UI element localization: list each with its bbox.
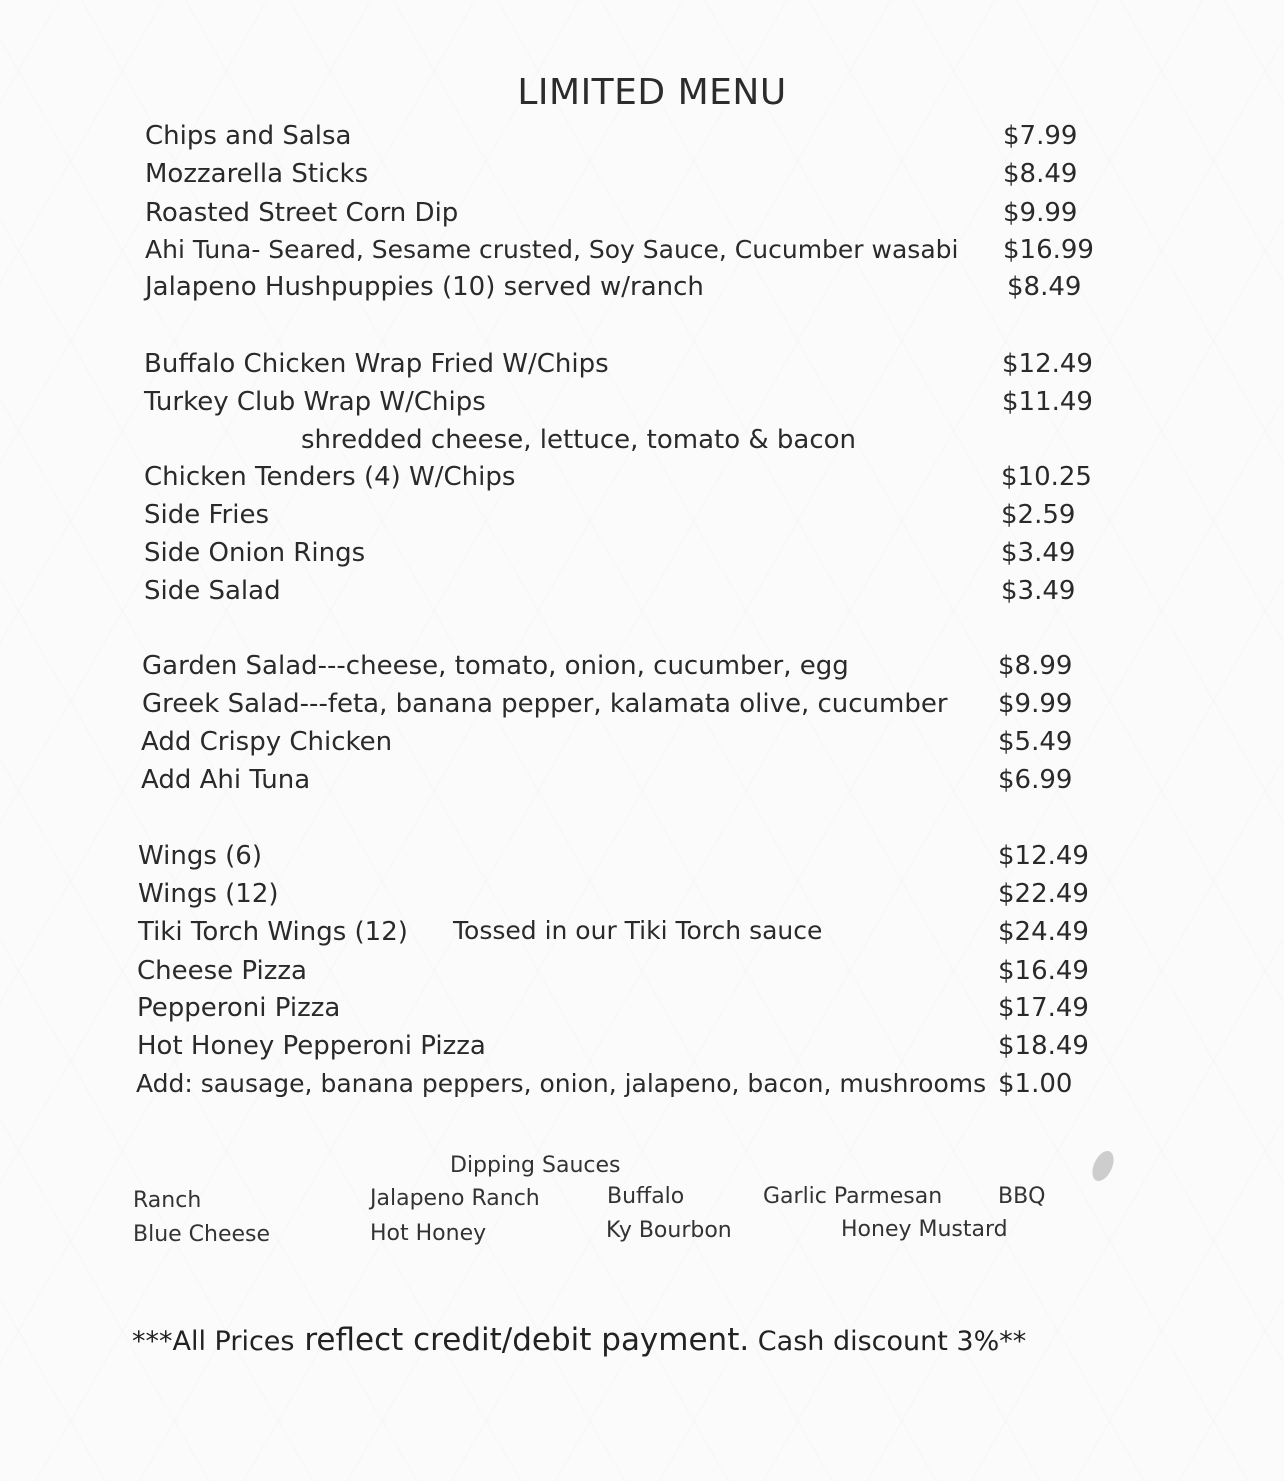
item-name: Greek Salad---feta, banana pepper, kalamata olive, cucumber bbox=[142, 689, 948, 719]
sauce-item: Buffalo bbox=[607, 1184, 685, 1209]
item-price: $9.99 bbox=[998, 689, 1073, 719]
item-price: $6.99 bbox=[998, 765, 1073, 795]
menu-item bbox=[144, 459, 1094, 495]
item-price: $12.49 bbox=[998, 841, 1089, 871]
item-price: $16.49 bbox=[998, 956, 1089, 986]
item-name: Turkey Club Wrap W/Chips bbox=[144, 387, 486, 417]
item-price: $3.49 bbox=[1001, 576, 1076, 606]
payment-note bbox=[132, 1322, 1026, 1358]
menu-item bbox=[145, 232, 1095, 268]
item-name: Roasted Street Corn Dip bbox=[145, 198, 459, 228]
item-price: $18.49 bbox=[998, 1031, 1089, 1061]
item-name: Cheese Pizza bbox=[137, 956, 307, 986]
sauce-item: Honey Mustard bbox=[841, 1217, 1008, 1242]
item-name: Side Salad bbox=[144, 576, 281, 606]
item-name: Side Fries bbox=[144, 500, 270, 530]
item-name: Add Crispy Chicken bbox=[141, 727, 393, 757]
item-price: $9.99 bbox=[1003, 198, 1078, 228]
item-price: $11.49 bbox=[1002, 387, 1093, 417]
item-name: Chicken Tenders (4) W/Chips bbox=[144, 462, 516, 492]
menu-item bbox=[142, 648, 1092, 684]
menu-item bbox=[145, 269, 1095, 305]
menu-item bbox=[144, 573, 1094, 609]
item-price: $3.49 bbox=[1001, 538, 1076, 568]
item-price: $12.49 bbox=[1002, 349, 1093, 379]
item-name: Buffalo Chicken Wrap Fried W/Chips bbox=[144, 349, 609, 379]
item-description: shredded cheese, lettuce, tomato & bacon bbox=[301, 425, 857, 455]
item-name: Mozzarella Sticks bbox=[145, 159, 369, 189]
item-price: $2.59 bbox=[1001, 500, 1076, 530]
sauce-item: Blue Cheese bbox=[133, 1222, 271, 1247]
menu-item bbox=[142, 686, 1092, 722]
item-name: Ahi Tuna- Seared, Sesame crusted, Soy Sauce, Cucumber wasabi bbox=[145, 235, 959, 264]
item-name: Wings (12) bbox=[138, 879, 279, 909]
item-name: Pepperoni Pizza bbox=[137, 993, 341, 1023]
menu-item bbox=[144, 384, 1094, 420]
menu-item bbox=[137, 1028, 1097, 1064]
payment-note-part: ***All Prices bbox=[132, 1326, 295, 1357]
sauce-item: BBQ bbox=[998, 1184, 1046, 1209]
item-description: Tossed in our Tiki Torch sauce bbox=[453, 916, 823, 945]
menu-item bbox=[141, 762, 1091, 798]
item-price: $16.99 bbox=[1003, 235, 1094, 265]
menu-item bbox=[136, 1066, 1096, 1102]
sauce-item: Hot Honey bbox=[370, 1221, 487, 1246]
menu-title: LIMITED MENU bbox=[517, 72, 787, 113]
item-price: $24.49 bbox=[998, 917, 1089, 947]
menu-item bbox=[138, 838, 1098, 874]
sauces-heading: Dipping Sauces bbox=[450, 1153, 621, 1178]
item-price: $22.49 bbox=[998, 879, 1089, 909]
item-name: Hot Honey Pepperoni Pizza bbox=[137, 1031, 486, 1061]
item-price: $7.99 bbox=[1003, 121, 1078, 151]
item-name: Add Ahi Tuna bbox=[141, 765, 311, 795]
menu-item bbox=[145, 118, 1095, 154]
item-name: Side Onion Rings bbox=[144, 538, 366, 568]
menu-item bbox=[137, 990, 1097, 1026]
ink-smudge bbox=[1088, 1148, 1118, 1185]
item-name: Jalapeno Hushpuppies (10) served w/ranch bbox=[145, 272, 704, 302]
sauce-item: Garlic Parmesan bbox=[763, 1184, 943, 1209]
menu-item bbox=[145, 156, 1095, 192]
menu-item bbox=[141, 724, 1091, 760]
payment-note-part: Cash discount 3%** bbox=[749, 1326, 1027, 1357]
item-name: Tiki Torch Wings (12) bbox=[138, 917, 408, 947]
item-price: $5.49 bbox=[998, 727, 1073, 757]
sauce-item: Ky Bourbon bbox=[606, 1218, 732, 1243]
menu-item bbox=[144, 497, 1094, 533]
item-price: $8.49 bbox=[1003, 159, 1078, 189]
payment-note-part: reflect credit/debit payment. bbox=[294, 1322, 750, 1358]
item-name: Add: sausage, banana peppers, onion, jalapeno, bacon, mushrooms bbox=[136, 1069, 987, 1098]
menu-item bbox=[137, 953, 1097, 989]
item-name: Chips and Salsa bbox=[145, 121, 352, 151]
item-price: $10.25 bbox=[1001, 462, 1092, 492]
sauce-item: Jalapeno Ranch bbox=[370, 1186, 540, 1211]
menu-item bbox=[144, 346, 1094, 382]
item-price: $1.00 bbox=[998, 1069, 1073, 1099]
item-price: $17.49 bbox=[998, 993, 1089, 1023]
item-price: $8.99 bbox=[998, 651, 1073, 681]
menu-item bbox=[138, 876, 1098, 912]
sauce-item: Ranch bbox=[133, 1188, 202, 1213]
menu-item bbox=[145, 195, 1095, 231]
item-name: Wings (6) bbox=[138, 841, 262, 871]
menu-item bbox=[144, 535, 1094, 571]
item-price: $8.49 bbox=[1007, 272, 1082, 302]
item-name: Garden Salad---cheese, tomato, onion, cucumber, egg bbox=[142, 651, 849, 681]
